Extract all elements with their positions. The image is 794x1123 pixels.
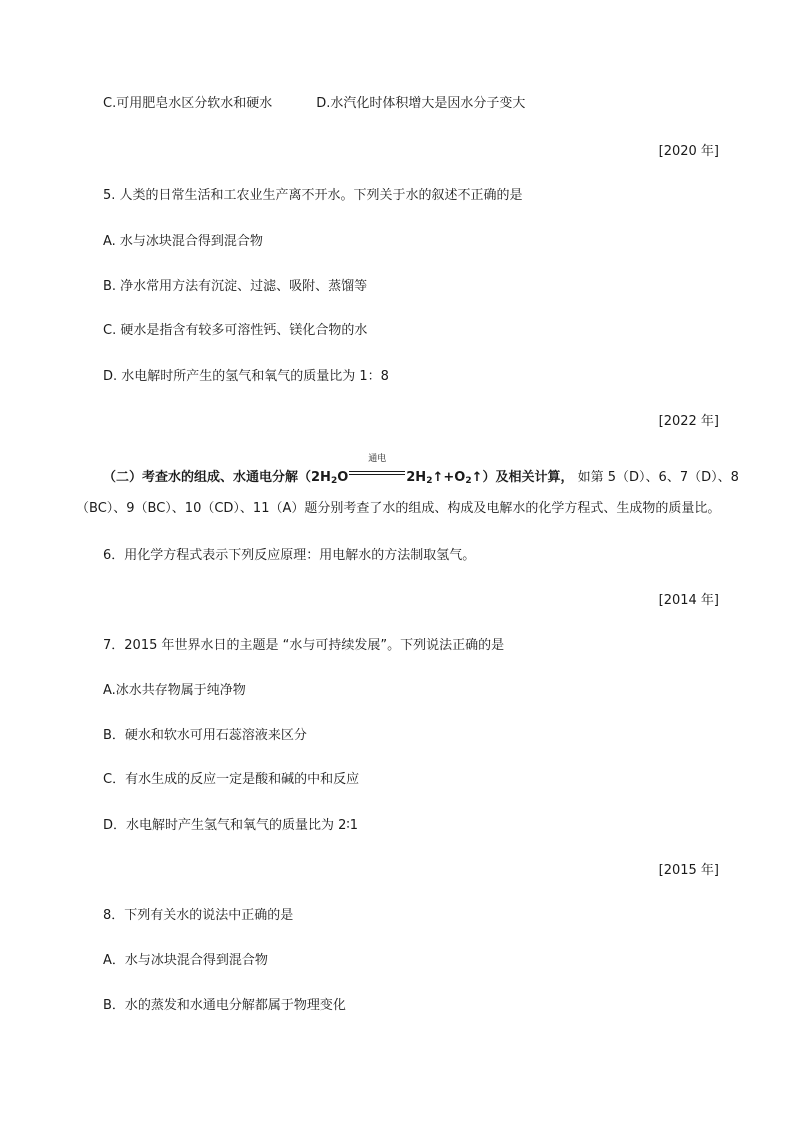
q8-option-b: B．水的蒸发和水通电分解都属于物理变化 bbox=[103, 998, 346, 1013]
q4-options-row bbox=[103, 96, 525, 112]
heading-start: （二）考查水的组成、水通电分解（2H bbox=[103, 470, 331, 485]
product-h: 2H bbox=[406, 470, 427, 485]
product-h-sub: 2 bbox=[426, 476, 433, 486]
q7-year-tag: [2015 年] bbox=[658, 863, 719, 878]
q6-year-tag: [2014 年] bbox=[658, 593, 719, 608]
q5-option-a: A. 水与冰块混合得到混合物 bbox=[103, 234, 263, 249]
section2-line1-rest: 如第 5（D）、6、7（D）、8 bbox=[573, 470, 739, 485]
q5-stem: 5. 人类的日常生活和工农业生产离不开水。下列关于水的叙述不正确的是 bbox=[103, 188, 523, 203]
q7-option-c: C．有水生成的反应一定是酸和碱的中和反应 bbox=[103, 772, 360, 787]
section2-line2: （BC）、9（BC）、10（CD）、11（A）题分别考查了水的组成、构成及电解水的化学方程式、生成物的质量比。 bbox=[76, 501, 721, 516]
q5-option-c: C. 硬水是指含有较多可溶性钙、镁化合物的水 bbox=[103, 323, 368, 338]
q8-option-a: A．水与冰块混合得到混合物 bbox=[103, 953, 268, 968]
q6-stem: 6．用化学方程式表示下列反应原理：用电解水的方法制取氢气。 bbox=[103, 548, 476, 563]
heading-end: ）及相关计算， bbox=[482, 470, 574, 485]
heading-o: O bbox=[337, 470, 349, 485]
q4-option-d: D.水汽化时体积增大是因水分子变大 bbox=[316, 96, 526, 111]
q4-option-c: C.可用肥皂水区分软水和硬水 bbox=[103, 96, 273, 111]
q5-year-tag: [2022 年] bbox=[658, 414, 719, 429]
q5-option-b: B. 净水常用方法有沉淀、过滤、吸附、蒸馏等 bbox=[103, 279, 368, 294]
reaction-condition: 通电 bbox=[368, 454, 387, 464]
product-arrow: ↑ bbox=[471, 470, 483, 485]
q7-stem: 7．2015 年世界水日的主题是 “水与可持续发展”。下列说法正确的是 bbox=[103, 638, 505, 653]
q7-option-a: A.冰水共存物属于纯净物 bbox=[103, 683, 246, 698]
product-rest: ↑+O bbox=[432, 470, 466, 485]
product-o-sub: 2 bbox=[465, 476, 472, 486]
section2-heading-line bbox=[103, 454, 739, 486]
q7-option-d: D．水电解时产生氢气和氧气的质量比为 2∶1 bbox=[103, 818, 359, 833]
q4-year-tag: [2020 年] bbox=[658, 144, 719, 159]
q7-option-b: B．硬水和软水可用石蕊溶液来区分 bbox=[103, 728, 307, 743]
q5-option-d: D. 水电解时所产生的氢气和氧气的质量比为 1：8 bbox=[103, 369, 389, 384]
section2-heading bbox=[103, 454, 574, 486]
q8-stem: 8．下列有关水的说法中正确的是 bbox=[103, 908, 294, 923]
reaction-arrow bbox=[349, 454, 405, 481]
heading-sub1: 2 bbox=[330, 476, 338, 486]
